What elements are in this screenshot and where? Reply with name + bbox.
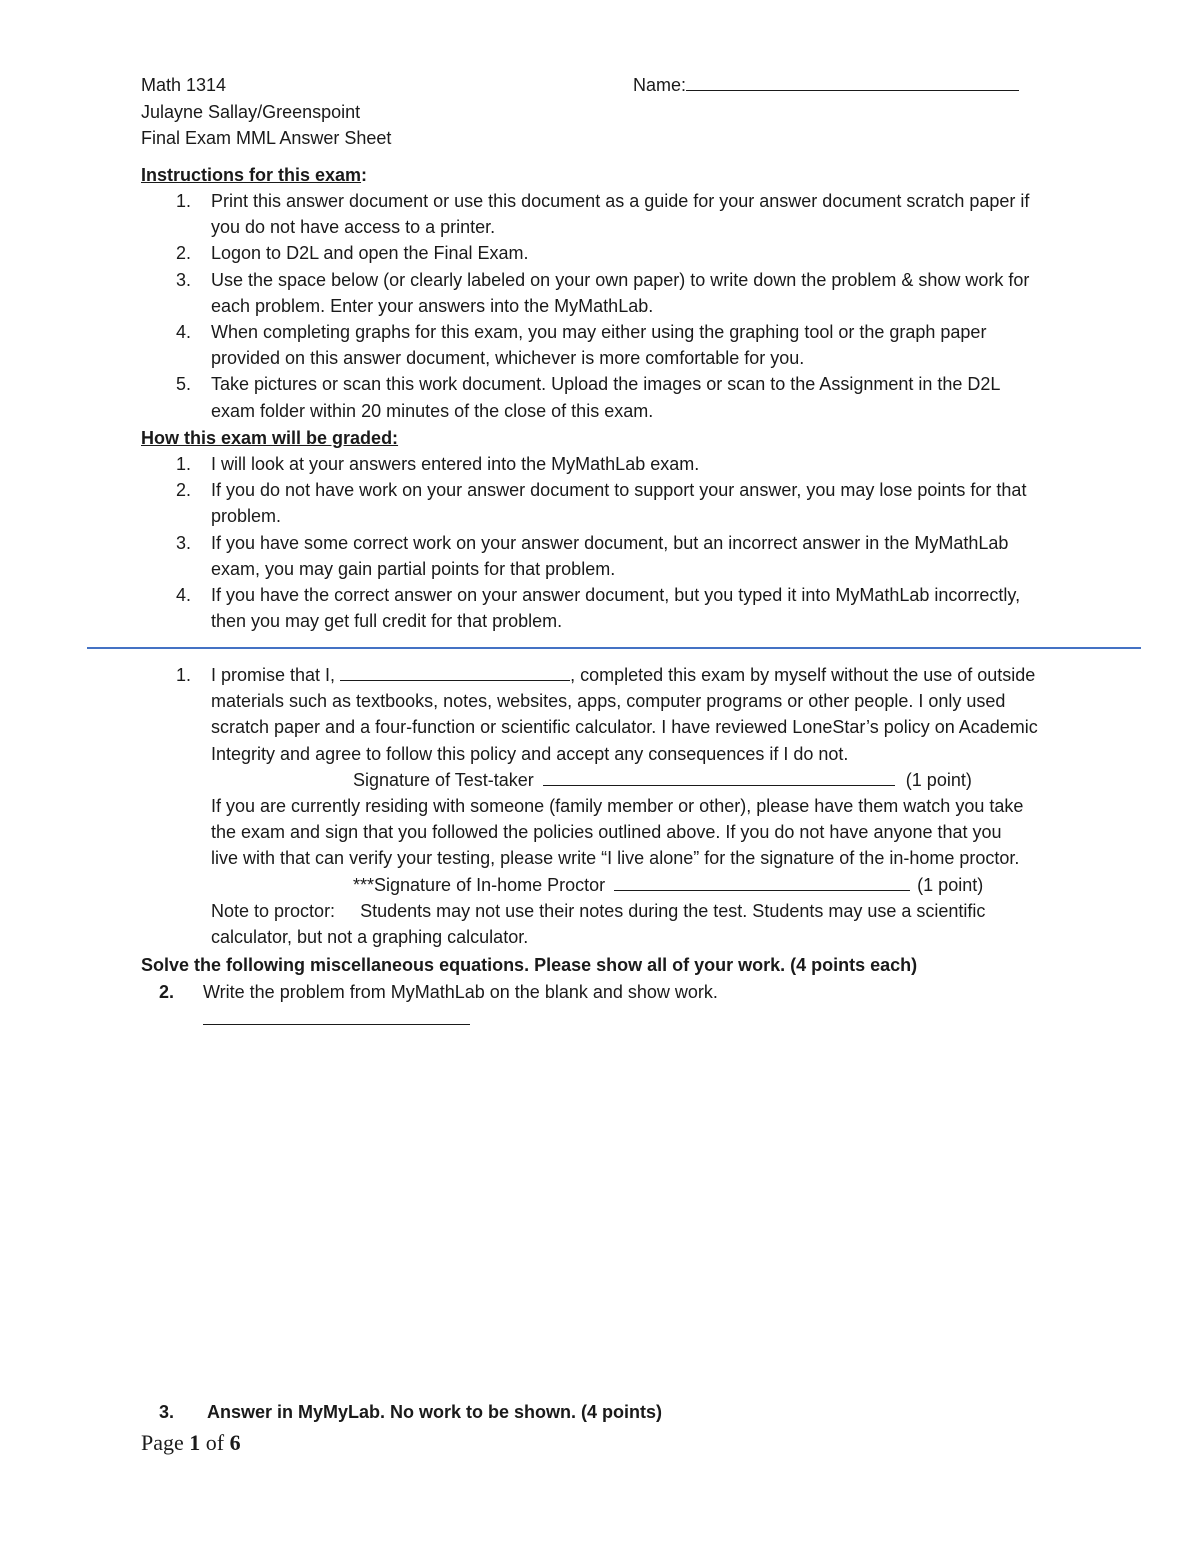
list-item: 1. I will look at your answers entered into the MyMathLab exam. [176, 454, 700, 474]
proctor-note: Note to proctor: Students may not use their notes during the test. Students may use a scientific [211, 900, 986, 921]
instructions-list [141, 188, 1141, 424]
grading-list [141, 451, 1141, 634]
test-taker-points: (1 point) [905, 769, 972, 790]
question-2-number: 2. [159, 982, 175, 1002]
list-item: 4. When completing graphs for this exam, you may either using the graphing tool or the graph paper provided on this answer document, whichever is more comfortable for you. [176, 322, 987, 369]
list-item: 2. Logon to D2L and open the Final Exam. [176, 243, 529, 264]
academic-integrity-pledge: 1. I promise that I, , completed this exam by myself without the use of outside materials such as textbooks, notes, websites, apps, computer programs or other people. I only used scratch paper and a four-function or scientific calculator. I have reviewed LoneStar’s policy on Academic Integrity and agree to follow this policy and accept any consequences if I do not. Signature of Test-taker (1 point) If you are currently residing with someone (family member or other), please have them watch you take the exam and sign that you followed the policies outlined above. If you do not have anyone that you live with that can verify your testing, please write “I live alone” for the signature of the in-home proctor. ***Signature of In-home Proctor (1 point) Note to proctor: Students may not use their notes during the test. Students may use a scientific calculator, but not a graphing calculator. [141, 662, 1141, 950]
section-divider [87, 647, 1141, 649]
test-taker-signature-blank[interactable] [543, 767, 895, 786]
question-3-text: Answer in MyMyLab. No work to be shown. (4 points) [207, 1402, 663, 1422]
question-2-text: Write the problem from MyMathLab on the blank and show work. [203, 982, 718, 1002]
name-blank[interactable] [686, 72, 1019, 91]
page-number: 1 [189, 1430, 201, 1455]
solve-section-heading: Solve the following miscellaneous equations. Please show all of your work. (4 points each) [141, 955, 918, 975]
grading-heading: How this exam will be graded: [141, 428, 399, 448]
page-footer: Page 1 of 6 [141, 1430, 241, 1455]
test-taker-signature-label: Signature of Test-taker [353, 769, 534, 790]
page-total: 6 [229, 1430, 241, 1455]
question-3 [141, 1399, 1141, 1425]
name-field[interactable] [633, 72, 1019, 98]
document-title: Final Exam MML Answer Sheet [141, 128, 392, 149]
list-item: 2. If you do not have work on your answer document to support your answer, you may lose points for that problem. [176, 480, 1027, 527]
list-item: 5. Take pictures or scan this work document. Upload the images or scan to the Assignment in the D2L exam folder within 20 minutes of the close of this exam. [176, 374, 1001, 421]
question-3-number: 3. [159, 1402, 175, 1422]
list-item: 1. Print this answer document or use this document as a guide for your answer document scratch paper if you do not have access to a printer. [176, 191, 1030, 238]
list-item: 3. If you have some correct work on your answer document, but an incorrect answer in the MyMathLab exam, you may gain partial points for that problem. [176, 532, 1009, 579]
pledge-line-1: I promise that I, , completed this exam by myself without the use of outside [211, 662, 1141, 688]
proctor-signature-blank[interactable] [614, 872, 910, 891]
proctor-signature-label: ***Signature of In-home Proctor [353, 874, 606, 895]
list-item: 3. Use the space below (or clearly labeled on your own paper) to write down the problem & show work for each problem. Enter your answers into the MyMathLab. [176, 269, 1030, 316]
pledge-name-blank[interactable] [340, 662, 570, 681]
question-2-problem-blank[interactable] [203, 1024, 470, 1025]
pledge-number: 1. [176, 665, 192, 685]
proctor-signature-row [211, 872, 1141, 898]
instructor-campus: Julayne Sallay/Greenspoint [141, 101, 361, 122]
list-item: 4. If you have the correct answer on your answer document, but you typed it into MyMathLab incorrectly, then you may get full credit for that problem. [176, 585, 1021, 632]
test-taker-signature-row [211, 767, 1141, 793]
proctor-points: (1 point) [917, 874, 984, 895]
instructions-heading: Instructions for this exam: [141, 165, 368, 185]
name-label: Name: [633, 75, 687, 95]
course-code: Math 1314 [141, 75, 227, 95]
question-2 [141, 979, 1141, 1005]
